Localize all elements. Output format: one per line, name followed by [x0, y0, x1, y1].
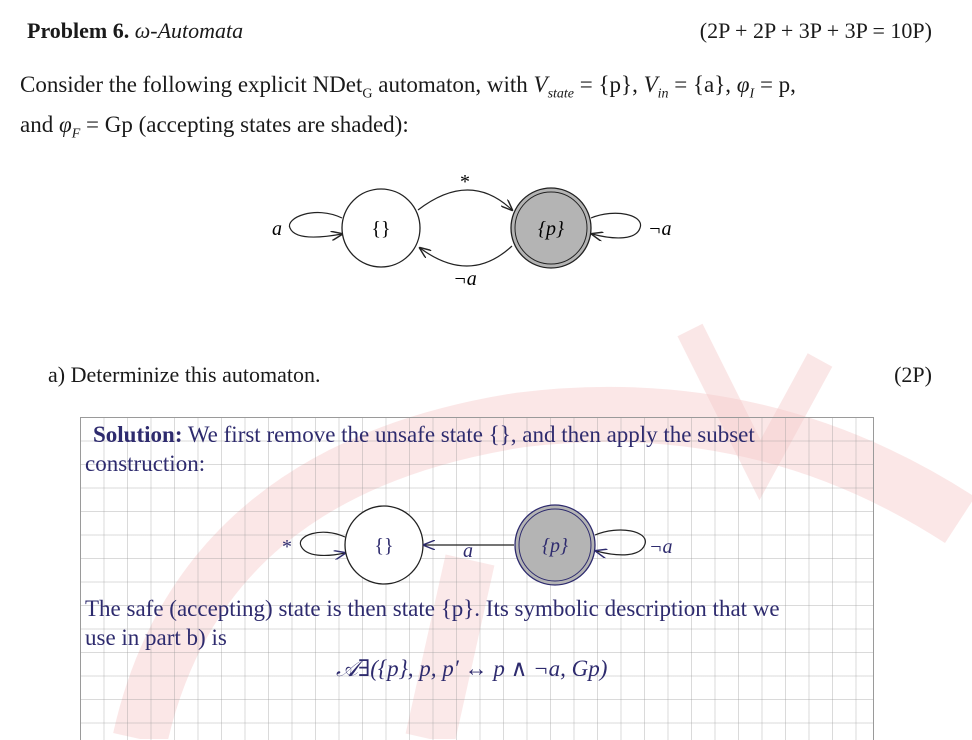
vstate-symbol: V	[533, 72, 548, 97]
problem-number: 6.	[112, 18, 130, 43]
sol-self-loop-p	[595, 530, 645, 555]
vstate-value: = {p},	[574, 72, 644, 97]
intro-sub-g: G	[362, 86, 373, 102]
phi-i-value: = p,	[754, 72, 796, 97]
solution-conclusion	[85, 594, 870, 652]
intro-line2a: and	[20, 111, 59, 137]
sol-state-empty-label: {}	[374, 535, 394, 557]
solution-text3: The safe (accepting) state is then state {p}. Its symbolic description that we	[85, 596, 780, 621]
edge-top	[418, 190, 512, 210]
phi-i-sub: I	[749, 86, 755, 102]
self-loop-p	[591, 213, 641, 238]
state-p-label: {p}	[538, 218, 564, 240]
automaton-diagram	[240, 160, 700, 300]
solution-text2: construction:	[85, 451, 206, 476]
intro-line2b: (accepting states are shaded):	[132, 111, 409, 137]
solution-box	[80, 417, 874, 740]
phi-f-sub: F	[71, 126, 81, 142]
intro-text: Consider the following explicit NDet	[20, 72, 363, 97]
label-bottom: ¬a	[453, 268, 477, 290]
phi-f-symbol: φ	[58, 111, 72, 137]
solution-text1: We first remove the unsafe state {}, and then apply the subset	[182, 422, 755, 447]
sol-label-mid: a	[463, 540, 473, 562]
label-self-p: ¬a	[648, 218, 672, 240]
problem-topic: ω-Automata	[134, 18, 244, 43]
part-a-points: (2P)	[894, 362, 932, 387]
vin-symbol: V	[643, 72, 658, 97]
sol-label-self-p: ¬a	[649, 536, 673, 558]
label-top: *	[460, 171, 470, 193]
solution-label: Solution:	[93, 422, 183, 447]
vin-sub: in	[657, 86, 669, 102]
problem-points: (2P + 2P + 3P + 3P = 10P)	[699, 18, 932, 43]
label-self-empty: a	[272, 218, 282, 240]
vstate-sub: state	[547, 86, 575, 102]
part-a-question: a) Determinize this automaton.	[48, 362, 321, 387]
problem-title	[27, 18, 243, 44]
solution-formula: 𝒜∃({p}, p, p′ ↔ p ∧ ¬a, Gp)	[336, 656, 608, 681]
sol-label-self-empty: *	[282, 536, 292, 558]
sol-state-p-label: {p}	[542, 535, 568, 557]
self-loop-empty	[289, 213, 342, 238]
phi-f-value: = Gp	[80, 111, 133, 137]
solution-text4: use in part b) is	[85, 625, 227, 650]
state-empty-label: {}	[371, 218, 391, 240]
sol-self-loop-empty	[300, 532, 345, 555]
intro-paragraph	[20, 70, 950, 149]
solution-intro	[85, 420, 873, 478]
edge-bottom	[420, 246, 512, 266]
problem-label: Problem	[27, 18, 108, 43]
intro-text-b: automaton, with	[372, 72, 534, 97]
phi-i-symbol: φ	[736, 72, 750, 97]
solution-diagram	[271, 503, 701, 593]
vin-value: = {a},	[668, 72, 737, 97]
